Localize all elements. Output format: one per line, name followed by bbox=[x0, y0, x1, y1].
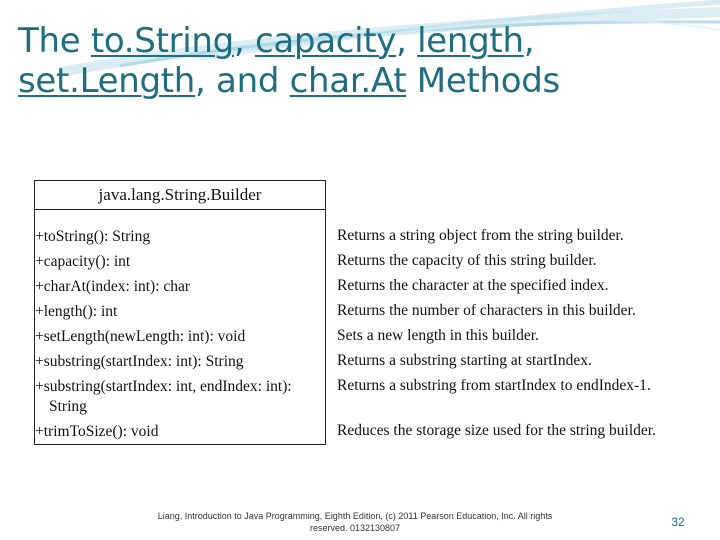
method-description: Returns a string object from the string builder. bbox=[337, 227, 624, 244]
uml-figure bbox=[28, 175, 708, 455]
title-line-2 bbox=[18, 62, 708, 102]
title-link-charat[interactable]: char.At bbox=[289, 60, 407, 101]
page-number: 32 bbox=[671, 515, 685, 529]
title-line-1 bbox=[18, 22, 708, 62]
method-description: Sets a new length in this builder. bbox=[337, 327, 539, 344]
method-description: Returns a substring starting at startIndex. bbox=[337, 352, 592, 369]
uml-class-name: java.lang.String.Builder bbox=[35, 181, 325, 210]
title-link-capacity[interactable]: capacity bbox=[254, 21, 397, 61]
method-signature: +toString(): String bbox=[35, 228, 151, 245]
method-description: Returns the character at the specified index. bbox=[337, 277, 609, 294]
method-signature: +capacity(): int bbox=[35, 253, 131, 270]
method-signature: +setLength(newLength: int): void bbox=[35, 328, 246, 345]
title-text: , and bbox=[195, 60, 290, 101]
method-descriptions bbox=[337, 223, 707, 443]
method-description: Returns a substring from startIndex to endIndex-1. bbox=[337, 377, 651, 394]
method-signature: +trimToSize(): void bbox=[35, 423, 159, 440]
method-description: Reduces the storage size used for the string builder. bbox=[337, 422, 656, 439]
method-description: Returns the number of characters in this builder. bbox=[337, 302, 636, 319]
uml-method-list bbox=[35, 210, 325, 444]
slide-title bbox=[18, 22, 708, 102]
title-text: , bbox=[523, 21, 535, 61]
method-signature-continuation: String bbox=[49, 398, 87, 415]
uml-class-box bbox=[34, 180, 326, 445]
title-text: , bbox=[396, 21, 418, 61]
method-signature: +substring(startIndex: int): String bbox=[35, 353, 244, 370]
method-signature: +charAt(index: int): char bbox=[35, 278, 191, 295]
method-signature: +substring(startIndex: int, endIndex: int): bbox=[35, 378, 292, 395]
title-text: Methods bbox=[406, 60, 560, 101]
title-link-tostring[interactable]: to.String bbox=[90, 21, 234, 61]
title-link-setlength[interactable]: set.Length bbox=[18, 60, 196, 101]
title-text: The bbox=[18, 21, 91, 61]
title-text: , bbox=[233, 21, 255, 61]
method-description: Returns the capacity of this string builder. bbox=[337, 252, 597, 269]
slide-footer: Liang, Introduction to Java Programming, Eighth Edition, (c) 2011 Pearson Education, Inc. All rights reserved. 0132130807 bbox=[157, 511, 553, 533]
title-link-length[interactable]: length bbox=[417, 21, 524, 61]
method-signature-multiline bbox=[35, 374, 325, 419]
method-signature: +length(): int bbox=[35, 303, 118, 320]
